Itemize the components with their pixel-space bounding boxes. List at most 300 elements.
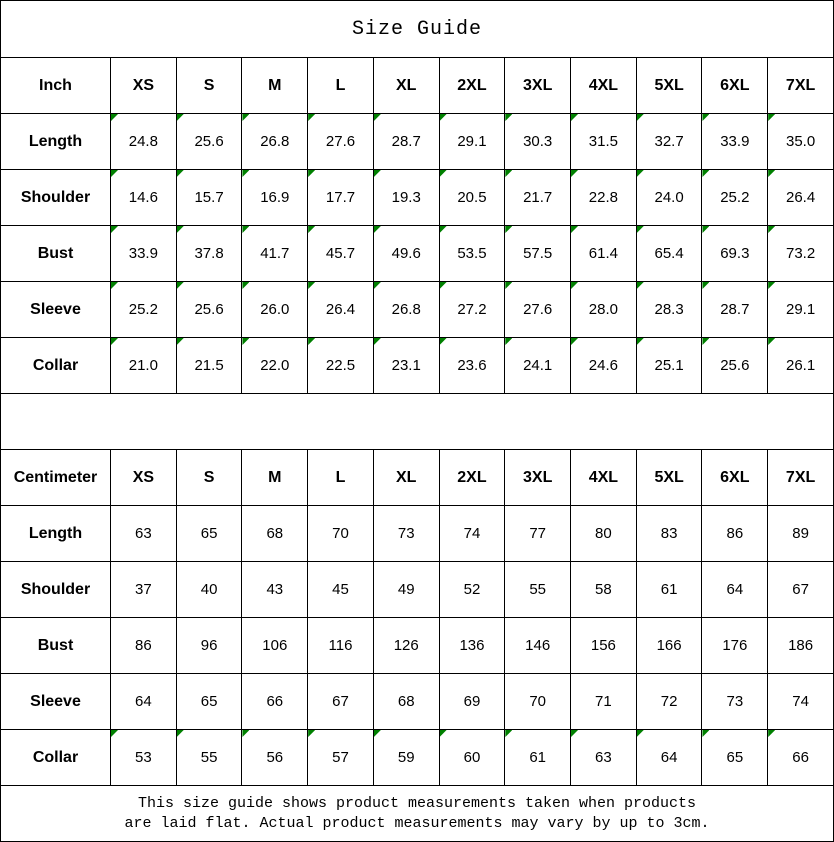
measurement-value: 61.4 bbox=[588, 245, 618, 262]
size-header-l: L bbox=[308, 58, 374, 114]
measurement-cell bbox=[768, 674, 834, 730]
cell-flag-icon bbox=[505, 114, 512, 121]
measurement-cell bbox=[373, 114, 439, 170]
measurement-value: 45.7 bbox=[325, 245, 356, 262]
measurement-value: 186 bbox=[788, 637, 814, 654]
measurement-cell bbox=[176, 282, 242, 338]
cell-flag-icon bbox=[505, 338, 512, 345]
measurement-cell bbox=[636, 170, 702, 226]
measurement-value: 15.7 bbox=[194, 189, 224, 206]
measurement-value: 26.8 bbox=[391, 301, 421, 318]
measurement-value: 71 bbox=[595, 693, 612, 710]
measurement-value: 56 bbox=[266, 749, 284, 766]
cell-flag-icon bbox=[768, 282, 775, 289]
cell-flag-icon bbox=[242, 282, 249, 289]
measurement-value: 26.4 bbox=[325, 301, 356, 318]
measurement-value: 25.1 bbox=[654, 357, 684, 374]
measurement-cell bbox=[505, 226, 571, 282]
measurement-value: 67 bbox=[792, 581, 809, 598]
measurement-cell bbox=[571, 338, 637, 394]
cell-flag-icon bbox=[505, 170, 512, 177]
measurement-value: 146 bbox=[525, 637, 551, 654]
row-label-bust: Bust bbox=[1, 618, 111, 674]
measurement-cell bbox=[373, 506, 439, 562]
cell-flag-icon bbox=[571, 338, 578, 345]
cell-flag-icon bbox=[768, 226, 775, 233]
measurement-cell bbox=[439, 618, 505, 674]
measurement-value: 24.6 bbox=[588, 357, 618, 374]
measurement-cell bbox=[439, 338, 505, 394]
cell-flag-icon bbox=[242, 114, 249, 121]
row-label-sleeve: Sleeve bbox=[1, 674, 111, 730]
measurement-cell bbox=[242, 730, 308, 786]
cell-flag-icon bbox=[111, 282, 118, 289]
footer-row bbox=[1, 786, 834, 842]
cell-flag-icon bbox=[505, 282, 512, 289]
measurement-cell bbox=[176, 730, 242, 786]
cell-flag-icon bbox=[637, 170, 644, 177]
measurement-cell bbox=[505, 618, 571, 674]
measurement-cell bbox=[242, 338, 308, 394]
measurement-value: 69.3 bbox=[720, 245, 750, 262]
footer-line-2: are laid flat. Actual product measurements may vary by up to 3cm. bbox=[124, 814, 710, 832]
cell-flag-icon bbox=[242, 338, 249, 345]
size-header-4xl: 4XL bbox=[571, 450, 637, 506]
measurement-cell bbox=[111, 282, 177, 338]
centimeter-row-bust bbox=[1, 618, 834, 674]
measurement-value: 64 bbox=[135, 693, 152, 710]
cell-flag-icon bbox=[571, 226, 578, 233]
measurement-cell bbox=[702, 730, 768, 786]
measurement-value: 14.6 bbox=[128, 189, 158, 206]
centimeter-row-length bbox=[1, 506, 834, 562]
measurement-cell bbox=[308, 226, 374, 282]
measurement-value: 21.5 bbox=[194, 357, 224, 374]
measurement-value: 25.6 bbox=[194, 133, 224, 150]
measurement-cell bbox=[111, 618, 177, 674]
footer-note bbox=[1, 786, 834, 842]
measurement-cell bbox=[439, 674, 505, 730]
measurement-value: 65 bbox=[200, 525, 218, 542]
row-label-bust: Bust bbox=[1, 226, 111, 282]
measurement-value: 72 bbox=[660, 693, 678, 710]
measurement-value: 52 bbox=[463, 581, 481, 598]
measurement-value: 23.6 bbox=[457, 357, 487, 374]
measurement-value: 66 bbox=[266, 693, 284, 710]
measurement-cell bbox=[636, 338, 702, 394]
measurement-cell bbox=[505, 282, 571, 338]
size-header-3xl: 3XL bbox=[505, 450, 571, 506]
measurement-value: 57 bbox=[332, 749, 349, 766]
measurement-value: 64 bbox=[660, 749, 678, 766]
measurement-value: 25.6 bbox=[194, 301, 224, 318]
measurement-value: 53.5 bbox=[457, 245, 487, 262]
measurement-value: 116 bbox=[328, 637, 353, 654]
measurement-cell bbox=[768, 338, 834, 394]
inch-row-bust bbox=[1, 226, 834, 282]
measurement-value: 22.5 bbox=[325, 357, 356, 374]
measurement-cell bbox=[308, 338, 374, 394]
measurement-cell bbox=[308, 730, 374, 786]
measurement-cell bbox=[308, 170, 374, 226]
measurement-cell bbox=[636, 730, 702, 786]
measurement-value: 30.3 bbox=[523, 133, 553, 150]
cell-flag-icon bbox=[637, 282, 644, 289]
measurement-cell bbox=[111, 674, 177, 730]
cell-flag-icon bbox=[702, 114, 709, 121]
cell-flag-icon bbox=[440, 338, 447, 345]
cell-flag-icon bbox=[440, 730, 447, 737]
measurement-value: 24.1 bbox=[523, 357, 553, 374]
centimeter-unit-label: Centimeter bbox=[1, 450, 111, 506]
measurement-cell bbox=[308, 282, 374, 338]
cell-flag-icon bbox=[177, 282, 184, 289]
size-header-s: S bbox=[176, 450, 242, 506]
cell-flag-icon bbox=[374, 170, 381, 177]
measurement-value: 24.8 bbox=[128, 133, 158, 150]
measurement-value: 26.4 bbox=[785, 189, 816, 206]
measurement-cell bbox=[308, 114, 374, 170]
cell-flag-icon bbox=[374, 114, 381, 121]
measurement-cell bbox=[242, 562, 308, 618]
measurement-value: 67 bbox=[332, 693, 349, 710]
measurement-cell bbox=[111, 338, 177, 394]
measurement-value: 136 bbox=[459, 637, 485, 654]
measurement-cell bbox=[111, 170, 177, 226]
measurement-cell bbox=[768, 170, 834, 226]
measurement-cell bbox=[571, 674, 637, 730]
measurement-value: 63 bbox=[135, 525, 152, 542]
measurement-value: 26.1 bbox=[785, 357, 816, 374]
spacer-row bbox=[1, 394, 834, 450]
measurement-value: 40 bbox=[200, 581, 218, 598]
measurement-value: 28.0 bbox=[588, 301, 618, 318]
centimeter-row-shoulder bbox=[1, 562, 834, 618]
measurement-cell bbox=[636, 282, 702, 338]
measurement-cell bbox=[768, 618, 834, 674]
cell-flag-icon bbox=[702, 338, 709, 345]
measurement-value: 61 bbox=[529, 749, 547, 766]
measurement-cell bbox=[308, 562, 374, 618]
row-label-shoulder: Shoulder bbox=[1, 170, 111, 226]
measurement-cell bbox=[308, 674, 374, 730]
size-header-6xl: 6XL bbox=[702, 450, 768, 506]
cell-flag-icon bbox=[571, 114, 578, 121]
measurement-cell bbox=[768, 562, 834, 618]
measurement-cell bbox=[571, 114, 637, 170]
measurement-cell bbox=[308, 618, 374, 674]
measurement-cell bbox=[373, 338, 439, 394]
measurement-value: 65.4 bbox=[654, 245, 684, 262]
measurement-value: 83 bbox=[660, 525, 678, 542]
measurement-cell bbox=[768, 226, 834, 282]
cell-flag-icon bbox=[177, 170, 184, 177]
cell-flag-icon bbox=[637, 338, 644, 345]
measurement-value: 66 bbox=[792, 749, 809, 766]
measurement-cell bbox=[505, 730, 571, 786]
measurement-cell bbox=[242, 114, 308, 170]
measurement-cell bbox=[111, 114, 177, 170]
row-label-length: Length bbox=[1, 506, 111, 562]
measurement-value: 29.1 bbox=[785, 301, 816, 318]
measurement-cell bbox=[439, 114, 505, 170]
measurement-value: 74 bbox=[792, 693, 809, 710]
measurement-cell bbox=[702, 226, 768, 282]
measurement-value: 21.0 bbox=[128, 357, 158, 374]
measurement-cell bbox=[176, 170, 242, 226]
measurement-value: 86 bbox=[135, 637, 152, 654]
inch-row-collar bbox=[1, 338, 834, 394]
measurement-value: 28.7 bbox=[720, 301, 750, 318]
measurement-cell bbox=[176, 338, 242, 394]
cell-flag-icon bbox=[111, 338, 118, 345]
cell-flag-icon bbox=[440, 170, 447, 177]
size-header-7xl: 7XL bbox=[768, 58, 834, 114]
cell-flag-icon bbox=[242, 170, 249, 177]
measurement-cell bbox=[636, 226, 702, 282]
measurement-value: 37.8 bbox=[194, 245, 224, 262]
size-header-2xl: 2XL bbox=[439, 450, 505, 506]
cell-flag-icon bbox=[242, 730, 249, 737]
measurement-cell bbox=[768, 114, 834, 170]
cell-flag-icon bbox=[111, 730, 118, 737]
measurement-value: 77 bbox=[529, 525, 547, 542]
cell-flag-icon bbox=[702, 282, 709, 289]
measurement-value: 49.6 bbox=[391, 245, 421, 262]
measurement-value: 37 bbox=[135, 581, 152, 598]
measurement-cell bbox=[373, 562, 439, 618]
measurement-cell bbox=[439, 282, 505, 338]
cell-flag-icon bbox=[374, 338, 381, 345]
size-header-3xl: 3XL bbox=[505, 58, 571, 114]
row-label-shoulder: Shoulder bbox=[1, 562, 111, 618]
inch-row-shoulder bbox=[1, 170, 834, 226]
cell-flag-icon bbox=[308, 730, 315, 737]
size-header-xs: XS bbox=[111, 58, 177, 114]
measurement-value: 41.7 bbox=[260, 245, 290, 262]
cell-flag-icon bbox=[768, 338, 775, 345]
centimeter-header-row bbox=[1, 450, 834, 506]
measurement-cell bbox=[768, 506, 834, 562]
measurement-value: 65 bbox=[726, 749, 744, 766]
measurement-cell bbox=[571, 170, 637, 226]
measurement-cell bbox=[636, 618, 702, 674]
measurement-value: 70 bbox=[332, 525, 349, 542]
measurement-cell bbox=[176, 506, 242, 562]
measurement-cell bbox=[439, 506, 505, 562]
size-header-l: L bbox=[308, 450, 374, 506]
measurement-value: 22.0 bbox=[260, 357, 290, 374]
cell-flag-icon bbox=[308, 170, 315, 177]
cell-flag-icon bbox=[637, 226, 644, 233]
measurement-cell bbox=[176, 114, 242, 170]
measurement-value: 19.3 bbox=[391, 189, 421, 206]
measurement-cell bbox=[571, 282, 637, 338]
cell-flag-icon bbox=[440, 282, 447, 289]
measurement-cell bbox=[636, 562, 702, 618]
cell-flag-icon bbox=[702, 226, 709, 233]
measurement-cell bbox=[176, 674, 242, 730]
size-header-m: M bbox=[242, 450, 308, 506]
inch-row-sleeve bbox=[1, 282, 834, 338]
measurement-value: 32.7 bbox=[654, 133, 684, 150]
measurement-cell bbox=[702, 282, 768, 338]
measurement-cell bbox=[242, 170, 308, 226]
size-header-s: S bbox=[176, 58, 242, 114]
measurement-cell bbox=[768, 282, 834, 338]
measurement-value: 74 bbox=[463, 525, 481, 542]
measurement-value: 16.9 bbox=[260, 189, 290, 206]
cell-flag-icon bbox=[177, 338, 184, 345]
measurement-value: 27.2 bbox=[457, 301, 487, 318]
measurement-value: 53 bbox=[135, 749, 152, 766]
measurement-value: 24.0 bbox=[654, 189, 684, 206]
measurement-cell bbox=[505, 114, 571, 170]
cell-flag-icon bbox=[702, 730, 709, 737]
measurement-value: 27.6 bbox=[325, 133, 356, 150]
size-header-2xl: 2XL bbox=[439, 58, 505, 114]
measurement-value: 73 bbox=[397, 525, 415, 542]
measurement-cell bbox=[373, 282, 439, 338]
cell-flag-icon bbox=[768, 170, 775, 177]
measurement-cell bbox=[505, 562, 571, 618]
size-header-m: M bbox=[242, 58, 308, 114]
measurement-cell bbox=[636, 674, 702, 730]
measurement-cell bbox=[111, 226, 177, 282]
measurement-cell bbox=[702, 114, 768, 170]
cell-flag-icon bbox=[177, 226, 184, 233]
size-header-7xl: 7XL bbox=[768, 450, 834, 506]
measurement-value: 20.5 bbox=[457, 189, 487, 206]
size-header-xl: XL bbox=[373, 450, 439, 506]
measurement-value: 28.7 bbox=[391, 133, 421, 150]
measurement-value: 26.0 bbox=[260, 301, 290, 318]
measurement-cell bbox=[439, 562, 505, 618]
measurement-cell bbox=[373, 618, 439, 674]
measurement-cell bbox=[702, 674, 768, 730]
measurement-cell bbox=[111, 506, 177, 562]
page-title: Size Guide bbox=[1, 1, 834, 58]
measurement-cell bbox=[505, 506, 571, 562]
title-row bbox=[1, 1, 834, 58]
cell-flag-icon bbox=[571, 282, 578, 289]
cell-flag-icon bbox=[111, 226, 118, 233]
cell-flag-icon bbox=[177, 114, 184, 121]
measurement-value: 60 bbox=[463, 749, 481, 766]
centimeter-row-collar bbox=[1, 730, 834, 786]
measurement-cell bbox=[373, 170, 439, 226]
measurement-value: 89 bbox=[792, 525, 809, 542]
measurement-cell bbox=[768, 730, 834, 786]
measurement-value: 69 bbox=[463, 693, 481, 710]
cell-flag-icon bbox=[374, 730, 381, 737]
cell-flag-icon bbox=[111, 114, 118, 121]
measurement-cell bbox=[373, 674, 439, 730]
cell-flag-icon bbox=[440, 114, 447, 121]
measurement-value: 176 bbox=[722, 637, 748, 654]
measurement-cell bbox=[505, 170, 571, 226]
measurement-value: 29.1 bbox=[457, 133, 487, 150]
measurement-value: 21.7 bbox=[523, 189, 553, 206]
measurement-cell bbox=[176, 562, 242, 618]
size-header-xl: XL bbox=[373, 58, 439, 114]
cell-flag-icon bbox=[637, 114, 644, 121]
size-header-5xl: 5XL bbox=[636, 450, 702, 506]
measurement-value: 86 bbox=[726, 525, 744, 542]
spacer-cell bbox=[1, 394, 834, 450]
measurement-cell bbox=[242, 282, 308, 338]
measurement-value: 61 bbox=[660, 581, 678, 598]
inch-row-length bbox=[1, 114, 834, 170]
measurement-value: 166 bbox=[656, 637, 682, 654]
cell-flag-icon bbox=[177, 730, 184, 737]
row-label-collar: Collar bbox=[1, 338, 111, 394]
cell-flag-icon bbox=[308, 226, 315, 233]
cell-flag-icon bbox=[505, 226, 512, 233]
cell-flag-icon bbox=[702, 170, 709, 177]
cell-flag-icon bbox=[242, 226, 249, 233]
size-header-xs: XS bbox=[111, 450, 177, 506]
measurement-cell bbox=[505, 674, 571, 730]
measurement-cell bbox=[702, 562, 768, 618]
measurement-cell bbox=[176, 226, 242, 282]
measurement-value: 45 bbox=[332, 581, 349, 598]
row-label-sleeve: Sleeve bbox=[1, 282, 111, 338]
row-label-collar: Collar bbox=[1, 730, 111, 786]
measurement-cell bbox=[571, 226, 637, 282]
measurement-cell bbox=[702, 618, 768, 674]
cell-flag-icon bbox=[571, 170, 578, 177]
measurement-cell bbox=[702, 338, 768, 394]
measurement-cell bbox=[702, 506, 768, 562]
row-label-length: Length bbox=[1, 114, 111, 170]
measurement-value: 25.2 bbox=[720, 189, 750, 206]
measurement-cell bbox=[111, 730, 177, 786]
measurement-value: 63 bbox=[595, 749, 612, 766]
measurement-value: 33.9 bbox=[128, 245, 158, 262]
size-header-5xl: 5XL bbox=[636, 58, 702, 114]
measurement-value: 25.6 bbox=[720, 357, 750, 374]
measurement-cell bbox=[439, 730, 505, 786]
measurement-cell bbox=[373, 730, 439, 786]
measurement-value: 35.0 bbox=[785, 133, 816, 150]
measurement-cell bbox=[571, 506, 637, 562]
measurement-cell bbox=[111, 562, 177, 618]
measurement-cell bbox=[242, 674, 308, 730]
measurement-cell bbox=[242, 226, 308, 282]
size-header-4xl: 4XL bbox=[571, 58, 637, 114]
measurement-cell bbox=[242, 618, 308, 674]
cell-flag-icon bbox=[768, 114, 775, 121]
measurement-value: 80 bbox=[595, 525, 612, 542]
cell-flag-icon bbox=[308, 282, 315, 289]
measurement-cell bbox=[636, 114, 702, 170]
measurement-value: 23.1 bbox=[391, 357, 421, 374]
measurement-value: 22.8 bbox=[588, 189, 618, 206]
measurement-value: 73 bbox=[726, 693, 744, 710]
footer-line-1: This size guide shows product measurements taken when products bbox=[137, 794, 697, 812]
cell-flag-icon bbox=[308, 114, 315, 121]
measurement-cell bbox=[571, 562, 637, 618]
measurement-value: 28.3 bbox=[654, 301, 684, 318]
measurement-cell bbox=[505, 338, 571, 394]
cell-flag-icon bbox=[440, 226, 447, 233]
measurement-cell bbox=[439, 170, 505, 226]
inch-unit-label: Inch bbox=[1, 58, 111, 114]
measurement-value: 33.9 bbox=[720, 133, 750, 150]
cell-flag-icon bbox=[637, 730, 644, 737]
measurement-value: 96 bbox=[200, 637, 218, 654]
